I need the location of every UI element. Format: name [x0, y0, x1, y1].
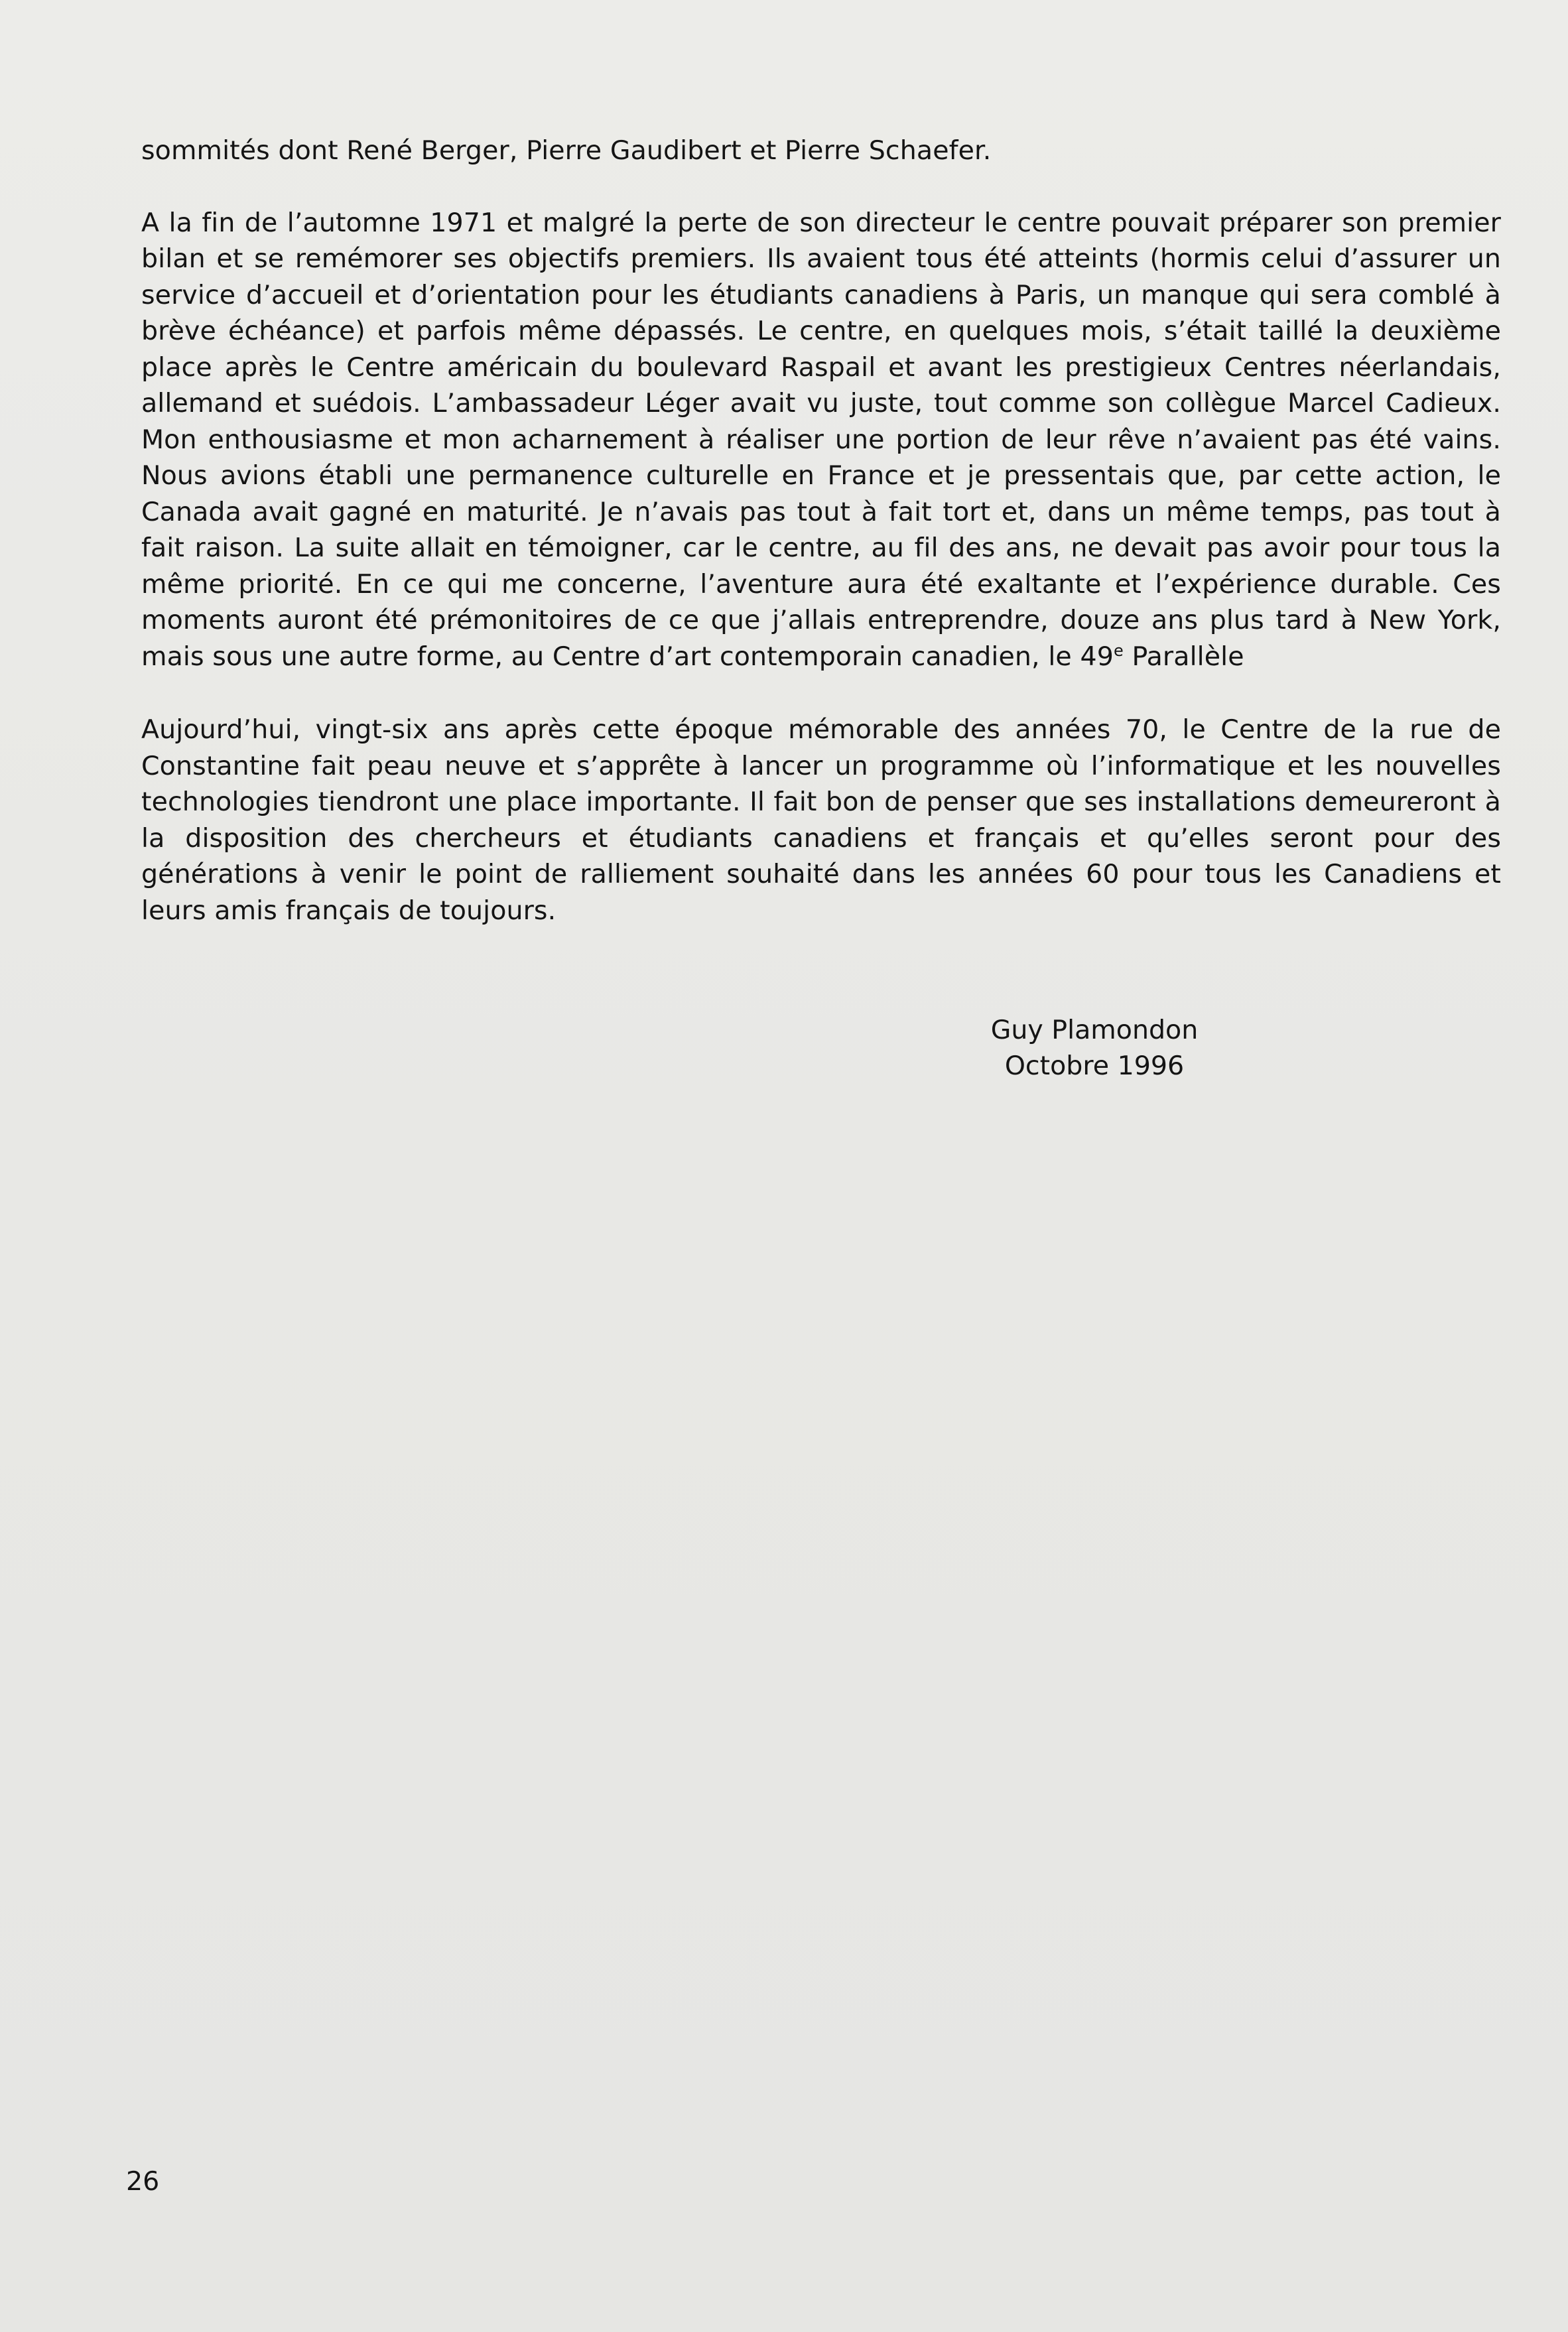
signature-name: Guy Plamondon — [990, 1015, 1199, 1045]
ordinal-superscript: e — [1113, 641, 1124, 660]
signature-block — [895, 1012, 1293, 1084]
paragraph-aujourdhui: Aujourd’hui, vingt-six ans après cette époque mémorable des années 70, le Centre de la rue de Constantine fait peau neuve et s’apprête à lancer un programme où l’informatique et les nouvelles technologies tiendront une place importante. Il fait bon de penser que ses installations demeureront à la disposition des chercheurs et étudiants canadiens et français et qu’elles seront pour des générations à venir le point de ralliement souhaité dans les années 60 pour tous les Canadiens et leurs amis français de toujours. — [141, 714, 1501, 926]
body-text — [141, 133, 1501, 929]
paragraph-intro: sommités dont René Berger, Pierre Gaudibert et Pierre Schaefer. — [141, 135, 992, 166]
signature-date: Octobre 1996 — [1004, 1051, 1185, 1081]
paragraph-bilan — [141, 205, 1501, 675]
paragraph-bilan-text: A la fin de l’automne 1971 et malgré la perte de son directeur le centre pouvait préparer son premier bilan et se remémorer ses objectifs premiers. Ils avaient tous été atteints (hormis celui d’assurer un service d’accueil et d’orientation pour les étudiants canadiens à Paris, un manque qui sera comblé à brève échéance) et parfois même dépassés. Le centre, en quelques mois, s’était taillé la deuxième place après le Centre américain du boulevard Raspail et avant les prestigieux Centres néerlandais, allemand et suédois. L’ambassadeur Léger avait vu juste, tout comme son collègue Marcel Cadieux. Mon enthousiasme et mon acharnement à réaliser une portion de leur rêve n’avaient pas été vains. Nous avions établi une permanence culturelle en France et je pressentais que, par cette action, le Canada avait gagné en maturité. Je n’avais pas tout à fait tort et, dans un même temps, pas tout à fait raison. La suite allait en témoigner, car le centre, au fil des ans, ne devait pas avoir pour tous la même priorité. En ce qui me concerne, l’aventure aura été exaltante et l’expérience durable. Ces moments auront été prémonitoires de ce que j’allais entreprendre, douze ans plus tard à New York, mais sous une autre forme, au Centre d’art contemporain canadien, le 49 — [141, 207, 1501, 672]
page-number: 26 — [126, 2166, 160, 2197]
paragraph-bilan-tail: Parallèle — [1123, 641, 1244, 672]
